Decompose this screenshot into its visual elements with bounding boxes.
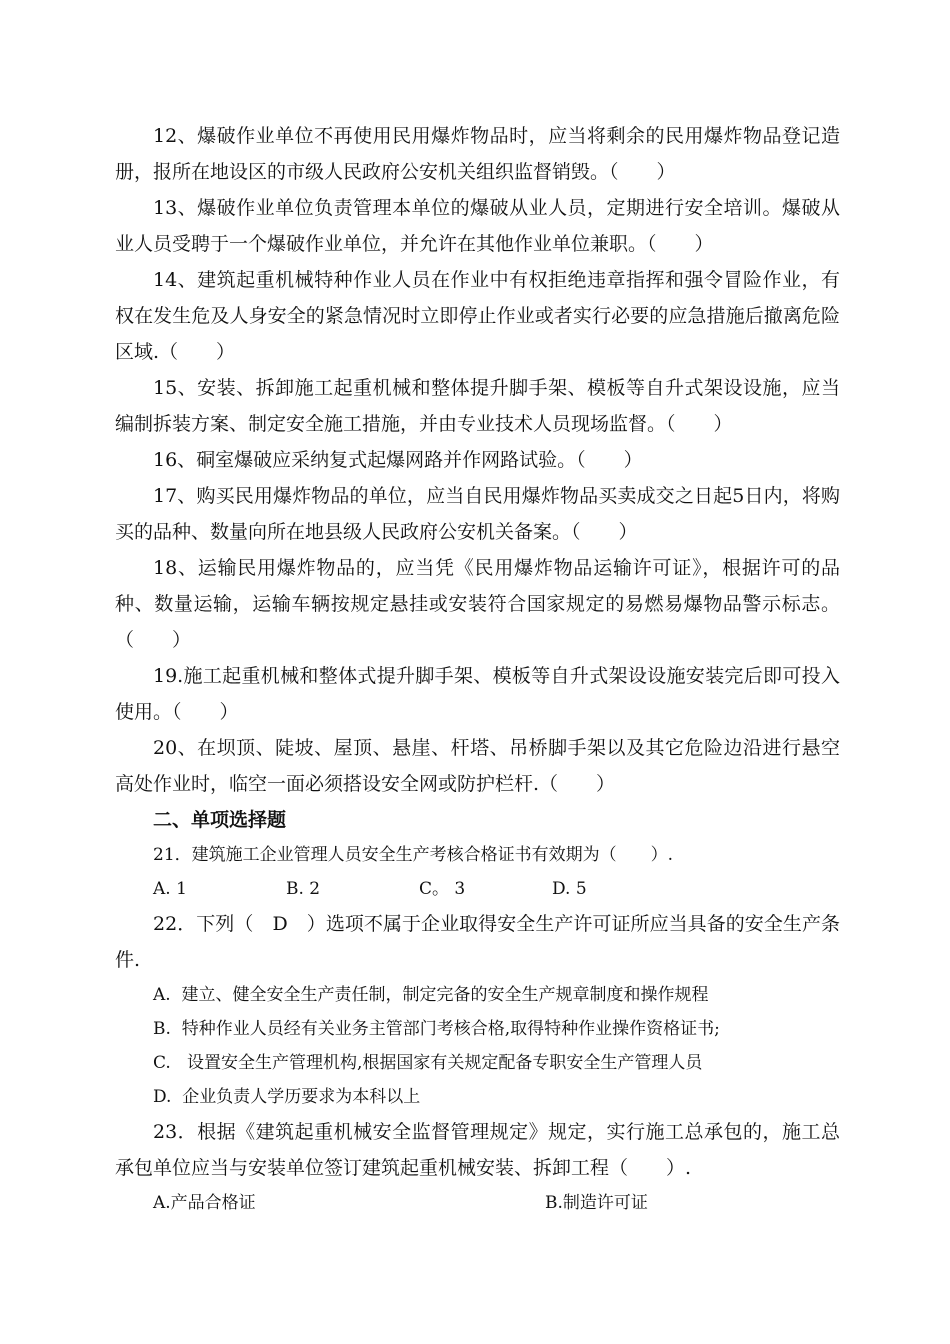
question-20: 20、在坝顶、陡坡、屋顶、悬崖、杆塔、吊桥脚手架以及其它危险边沿进行悬空高处作业时，临空一面必须搭设安全网或防护栏杆.（ ）	[115, 737, 840, 795]
question-18: 18、运输民用爆炸物品的，应当凭《民用爆炸物品运输许可证》，根据许可的品种、数量运输，运输车辆按规定悬挂或安装符合国家规定的易燃易爆物品警示标志。（ ）	[115, 557, 840, 651]
option-b: B. 特种作业人员经有关业务主管部门考核合格,取得特种作业操作资格证书;	[153, 1019, 720, 1039]
question-22: 22．下列（ D ）选项不属于企业取得安全生产许可证所应当具备的安全生产条件.	[115, 913, 840, 971]
option-c: C。 3	[419, 879, 466, 899]
question-15: 15、安装、拆卸施工起重机械和整体提升脚手架、模板等自升式架设设施，应当编制拆装方案、制定安全施工措施，并由专业技术人员现场监督。（ ）	[115, 377, 840, 435]
question-21: 21．建筑施工企业管理人员安全生产考核合格证书有效期为（ ）.	[153, 845, 674, 865]
question-23-options	[115, 1186, 840, 1220]
question-13: 13、爆破作业单位负责管理本单位的爆破从业人员，定期进行安全培训。爆破从业人员受聘于一个爆破作业单位，并允许在其他作业单位兼职。（ ）	[115, 197, 840, 255]
page-content	[115, 118, 840, 1220]
question-16: 16、硐室爆破应采纳复式起爆网路并作网路试验。（ ）	[153, 449, 643, 471]
option-d: D. 5	[552, 879, 587, 899]
question-14: 14、建筑起重机械特种作业人员在作业中有权拒绝违章指挥和强令冒险作业，有权在发生危及人身安全的紧急情况时立即停止作业或者实行必要的应急措施后撤离危险区域.（ ）	[115, 269, 840, 363]
option-a: A. 建立、健全安全生产责任制，制定完备的安全生产规章制度和操作规程	[153, 985, 709, 1005]
option-b: B. 2	[286, 879, 321, 899]
option-c: C. 设置安全生产管理机构,根据国家有关规定配备专职安全生产管理人员	[153, 1053, 703, 1073]
question-23: 23．根据《建筑起重机械安全监督管理规定》规定，实行施工总承包的，施工总承包单位应当与安装单位签订建筑起重机械安装、拆卸工程（ ）.	[115, 1121, 840, 1179]
option-b: B.制造许可证	[545, 1193, 648, 1213]
option-d: D. 企业负责人学历要求为本科以上	[153, 1087, 421, 1107]
option-a: A.产品合格证	[153, 1193, 256, 1213]
option-a: A. 1	[153, 879, 187, 899]
question-19: 19.施工起重机械和整体式提升脚手架、模板等自升式架设设施安装完后即可投入使用。（ ）	[115, 665, 840, 723]
question-17: 17、购买民用爆炸物品的单位，应当自民用爆炸物品买卖成交之日起5日内，将购买的品种、数量向所在地县级人民政府公安机关备案。（ ）	[115, 485, 840, 543]
question-21-options	[115, 872, 840, 906]
question-12: 12、爆破作业单位不再使用民用爆炸物品时，应当将剩余的民用爆炸物品登记造册，报所在地设区的市级人民政府公安机关组织监督销毁。（ ）	[115, 125, 840, 183]
section-heading: 二、单项选择题	[153, 809, 287, 831]
